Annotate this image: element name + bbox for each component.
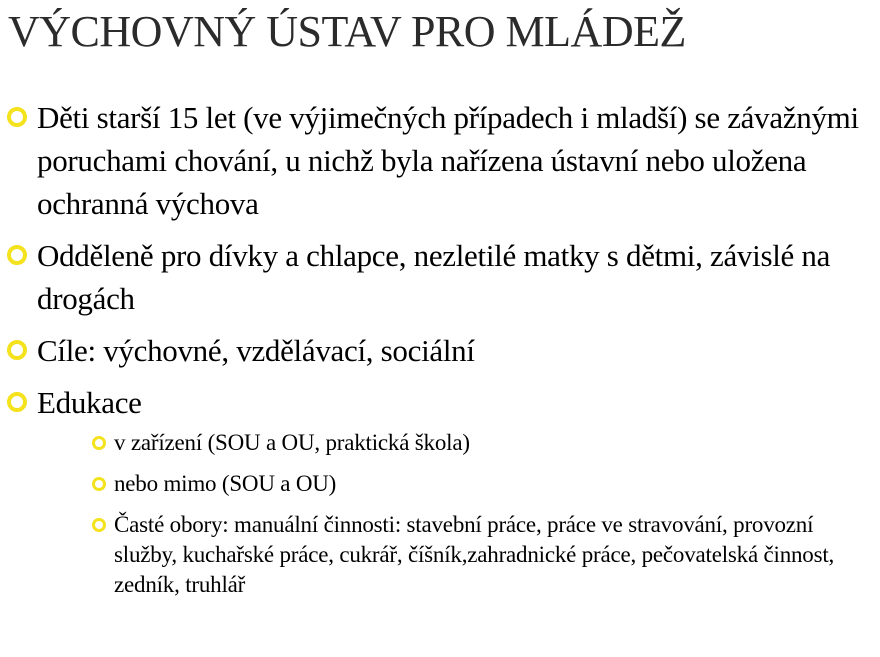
slide-title: VÝCHOVNÝ ÚSTAV PRO MLÁDEŽ (8, 7, 686, 56)
sub-bullet-item (0, 469, 880, 499)
bullet-text: Děti starší 15 let (ve výjimečných případech i mladší) se závažnými poruchami chování, u nichž byla nařízena ústavní nebo uložena ochranná výchova (37, 100, 859, 221)
ring-bullet-icon (92, 477, 106, 491)
ring-bullet-icon (92, 436, 106, 450)
bullet-text: Odděleně pro dívky a chlapce, nezletilé matky s dětmi, závislé na drogách (37, 238, 831, 316)
sub-bullet-text: nebo mimo (SOU a OU) (114, 471, 337, 496)
ring-bullet-icon (7, 340, 27, 360)
ring-bullet-icon (7, 107, 27, 127)
bullet-item (0, 329, 880, 372)
ring-bullet-icon (7, 245, 27, 265)
sub-bullet-list (0, 428, 880, 611)
ring-bullet-icon (92, 518, 106, 532)
sub-bullet-item (0, 428, 880, 458)
bullet-list (0, 96, 880, 433)
ring-bullet-icon (7, 392, 27, 412)
bullet-text: Edukace (37, 385, 142, 420)
bullet-item (0, 234, 880, 320)
bullet-text: Cíle: výchovné, vzdělávací, sociální (37, 333, 475, 368)
bullet-item (0, 96, 880, 225)
bullet-item (0, 381, 880, 424)
sub-bullet-item (0, 510, 880, 600)
sub-bullet-text: v zařízení (SOU a OU, praktická škola) (114, 430, 470, 455)
sub-bullet-text: Časté obory: manuální činnosti: stavební práce, práce ve stravování, provozní služby, kuchařské práce, cukrář, číšník,zahradnické práce, pečovatelská činnost, zedník, truhlář (114, 512, 835, 597)
